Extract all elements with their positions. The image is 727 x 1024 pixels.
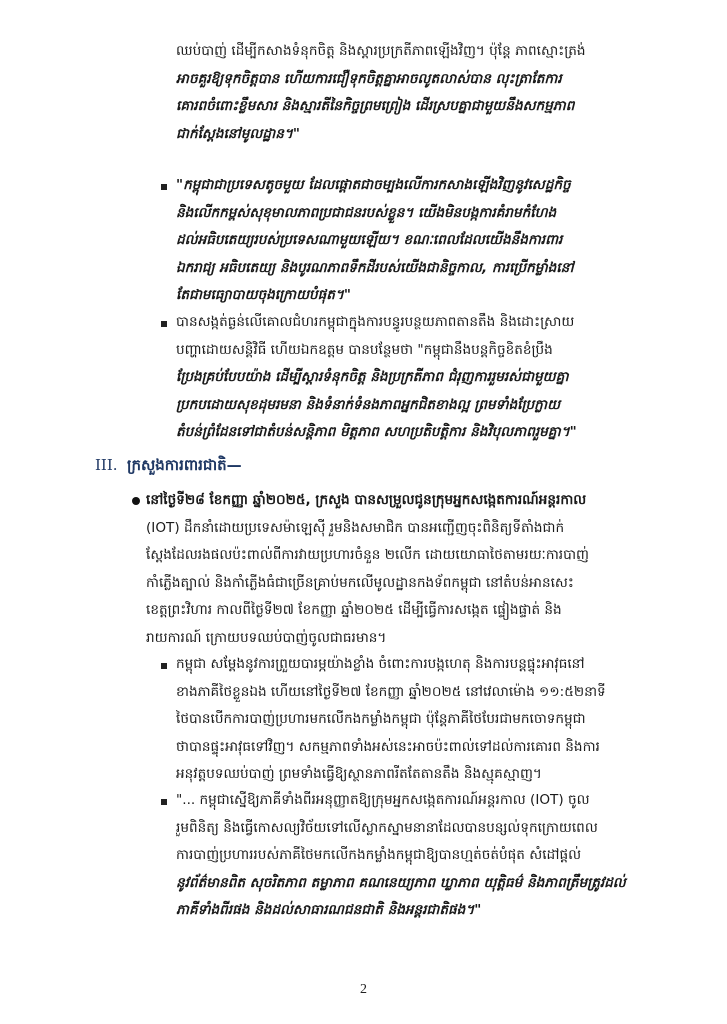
text-line: គោរពចំពោះខ្លឹមសារ និងស្មារតីនៃកិច្ចព្រមព្រៀង ដើរស្របគ្នាជាមួយនឹងសកម្មភាព (176, 98, 575, 114)
text-line: តែជាមធ្យោបាយចុងក្រោយបំផុត។" (176, 287, 351, 303)
text-line: បញ្ហាដោយសន្តិវិធី ហើយឯកឧត្តម បានបន្ថែមថា "កម្ពុជានឹងបន្តកិច្ចខិតខំប្រឹង (176, 341, 553, 358)
text-line: ប្រែងគ្រប់បែបយ៉ាង ដើម្បីស្តារទំនុកចិត្ត និងប្រក្រតីភាព ជំរុញការរួមរស់ជាមួយគ្នា (176, 369, 569, 385)
text-line: ថៃបានបើកការបាញ់ប្រហារមកលើកងកម្លាំងកម្ពុជា ប៉ុន្តែភាគីថៃបែរជាមកចោទកម្ពុជា (176, 711, 586, 727)
text-line: បានសង្កត់ធ្ងន់លើគោលជំហរកម្ពុជាក្នុងការបន្ធូរបន្ថយភាពតានតឹង និងដោះស្រាយ (176, 314, 575, 330)
text-line: "... កម្ពុជាស្នើឱ្យភាគីទាំងពីរអនុញ្ញាតឱ្យក្រុមអ្នកសង្កេតការណ៍អន្តរកាល (IOT) ចូល (176, 792, 590, 808)
page-number: 2 (360, 982, 367, 997)
ministry-bullet (146, 487, 638, 652)
text-line: ថាបានផ្ទុះអាវុធទៅវិញ។ សកម្មភាពទាំងអស់នេះអាចប៉ះពាល់ទៅដល់ការគោរព និងការ (176, 738, 600, 755)
text-line: អាចគួរឱ្យទុកចិត្តបាន ហើយការជឿទុកចិត្តគ្នាអាចលូតលាស់បាន លុះត្រាតែការ (176, 70, 562, 87)
text-line: ភាគីទាំងពីរផង និងដល់សាធារណជនជាតិ និងអន្តរជាតិផង។" (176, 902, 482, 918)
text-line: កម្ពុជា សម្តែងនូវការព្រួយបារម្ភយ៉ាងខ្លាំង ចំពោះការបង្កហេតុ និងការបន្តផ្ទុះអាវុធនៅ (176, 656, 585, 672)
text-line: នៅថ្ងៃទី២៨ ខែកញ្ញា ឆ្នាំ២០២៥, ក្រសួង បានសម្រួលជូនក្រុមអ្នកសង្កេតការណ៍អន្តរកាល (146, 492, 587, 508)
text-line: ឈប់បាញ់ ដើម្បីកសាងទំនុកចិត្ត និងស្តារប្រក្រតីភាពឡើងវិញ។ ប៉ុន្តែ ភាពស្មោះត្រង់ (176, 43, 586, 59)
text-line: កាំភ្លើងត្បាល់ និងកាំភ្លើងធំជាច្រើនគ្រាប់មកលើមូលដ្ឋានកងទ័ពកម្ពុជា នៅតំបន់អានសេះ (146, 574, 574, 591)
text-line: ដល់អធិបតេយ្យរបស់ប្រទេសណាមួយឡើយ។ ខណៈពេលដែលយើងនឹងការពារ (176, 232, 563, 248)
text-line: តំបន់ព្រំដែនទៅជាតំបន់សន្តិភាព មិត្តភាព សហប្រតិបត្តិការ និងវិបុលភាពរួមគ្នា។" (176, 424, 577, 440)
text-line: រាយការណ៍ ក្រោយបទឈប់បាញ់ចូលជាធរមាន។ (146, 629, 387, 646)
text-line: ស្តែងដែលរងផលប៉ះពាល់ពីការវាយប្រហារចំនួន ២លើក ដោយយោធាថៃតាមរយៈការបាញ់ (146, 547, 589, 563)
text-line: រួមពិនិត្យ និងធ្វើកោសល្យវិច័យទៅលើស្លាកស្នាមនានាដែលបានបន្សល់ទុកក្រោយពេល (176, 819, 598, 836)
square-bullet-icon (161, 799, 167, 805)
text-line: ខាងភាគីថៃខ្លួនឯង ហើយនៅថ្ងៃទី២៧ ខែកញ្ញា ឆ្នាំ២០២៥ នៅវេលាម៉ោង ១១:៥២នាទី (176, 683, 606, 700)
section-number: III. (95, 456, 118, 474)
text-line: "កម្ពុជាជាប្រទេសតូចមួយ ដែលផ្តោតជាចម្បងលើការកសាងឡើងវិញនូវសេដ្ឋកិច្ច (176, 177, 571, 193)
text-line: ខេត្តព្រះវិហារ កាលពីថ្ងៃទី២៧ ខែកញ្ញា ឆ្នាំ២០២៥ ដើម្បីធ្វើការសង្កេត ផ្ទៀងផ្ទាត់ និង (146, 602, 562, 618)
square-bullet-icon (161, 321, 167, 327)
protest-sub-bullet (176, 651, 638, 789)
commitment-bullet (176, 309, 638, 447)
round-bullet-icon (132, 497, 140, 505)
section-heading (95, 456, 242, 478)
text-line: អនុវត្តបទឈប់បាញ់ ព្រមទាំងធ្វើឱ្យស្ថានភាពរីតតែតានតឹង និងស្មុគស្មាញ។ (176, 766, 542, 782)
text-line: ឯករាជ្យ អធិបតេយ្យ និងបូរណភាពទឹកដីរបស់យើងជានិច្ចកាល, ការប្រើកម្លាំងនៅ (176, 259, 574, 276)
continuation-paragraph (176, 38, 638, 148)
iot-call-sub-bullet (176, 787, 638, 925)
square-bullet-icon (161, 184, 167, 190)
text-line: ជាក់ស្តែងនៅមូលដ្ឋាន។" (176, 125, 300, 142)
text-line: ប្រកបដោយសុខដុមរមនា និងទំនាក់ទំនងភាពអ្នកជិតខាងល្អ ព្រមទាំងប្រែក្លាយ (176, 396, 561, 413)
text-line: ការបាញ់ប្រហាររបស់ភាគីថៃមកលើកងកម្លាំងកម្ពុជាឱ្យបានហ្មត់ចត់បំផុត សំដៅផ្តល់ (176, 847, 582, 863)
text-line: នូវព័ត៌មានពិត សុចរិតភាព តម្លាភាព គណនេយ្យភាព ឃ្លាភាព យុត្តិធម៌ និងភាពត្រឹមត្រូវដល់ (176, 874, 626, 891)
square-bullet-icon (161, 663, 167, 669)
text-line: (IOT) ដឹកនាំដោយប្រទេសម៉ាឡេស៊ី រួមនិងសមាជិក បានអញ្ជើញចុះពិនិត្យទីតាំងជាក់ (146, 519, 565, 536)
text-line: និងលើកកម្ពស់សុខុមាលភាពប្រជាជនរបស់ខ្លួន។ យើងមិនបង្កការគំរាមកំហែង (176, 204, 557, 221)
section-title: ក្រសួងការពារជាតិ— (127, 456, 242, 474)
peace-statement-bullet (176, 172, 638, 310)
